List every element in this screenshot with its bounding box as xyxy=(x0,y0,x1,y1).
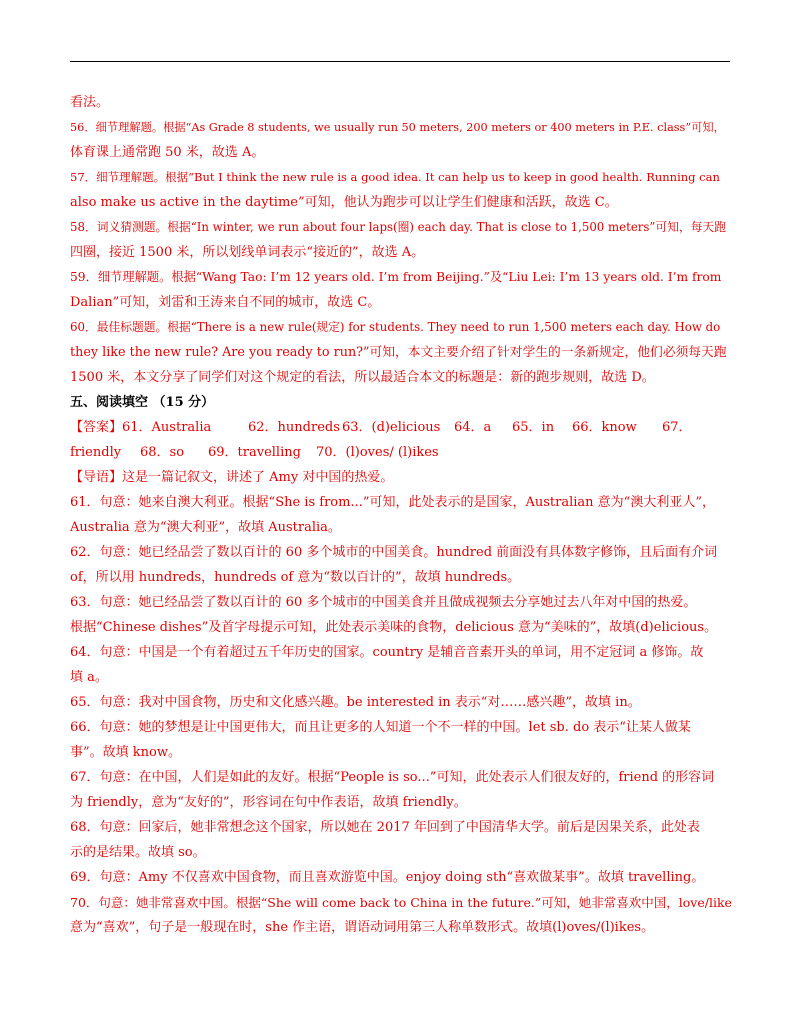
explanation-60: 60．最佳标题题。根据“There is a new rule(规定) for students. They need to run 1,500 meters each day. How do xyxy=(70,320,721,334)
text-line: 事”。故填 know。 xyxy=(70,745,181,760)
answer-68: 68．so xyxy=(140,445,185,460)
explanation-68: 68．句意：回家后，她非常想念这个国家，所以她在 2017 年回到了中国清华大学。前后是因果关系，此处表 xyxy=(70,820,700,835)
text-line: they like the new rule? Are you ready to run?”可知，本文主要介绍了针对学生的一条新规定，他们必须每天跑 xyxy=(70,345,727,360)
text-line: 根据“Chinese dishes”及首字母提示可知，此处表示美味的食物，delicious 意为“美味的”，故填(d)elicious。 xyxy=(70,620,718,635)
text-line: 意为“喜欢”，句子是一般现在时，she 作主语，谓语动词用第三人称单数形式。故填(l)oves/(l)ikes。 xyxy=(70,920,655,935)
answer-66: 66．know xyxy=(572,420,637,435)
text-line: 填 a。 xyxy=(70,670,108,685)
explanation-67: 67．句意：在中国，人们是如此的友好。根据“People is so...”可知，此处表示人们很友好的，friend 的形容词 xyxy=(70,770,715,785)
explanation-59: 59．细节理解题。根据“Wang Tao: I’m 12 years old. I’m from Beijing.”及“Liu Lei: I’m 13 years old. I’m from xyxy=(70,270,722,284)
text-line: Australia 意为“澳大利亚”，故填 Australia。 xyxy=(70,520,341,535)
text-line: 看法。 xyxy=(70,95,110,110)
answer-key-line xyxy=(70,415,732,440)
answer-67: 67． xyxy=(662,420,692,435)
header-rule xyxy=(70,61,730,62)
text-line: 为 friendly，意为“友好的”，形容词在句中作表语，故填 friendly。 xyxy=(70,795,467,810)
explanation-56: 56．细节理解题。根据“As Grade 8 students, we usually run 50 meters, 200 meters or 400 meters in P.E. class”可知， xyxy=(70,121,725,134)
answer-explanations xyxy=(70,90,732,940)
answer-63: 63．(d)elicious xyxy=(342,420,441,435)
explanation-65: 65．句意：我对中国食物，历史和文化感兴趣。be interested in 表示“对……感兴趣”，故填 in。 xyxy=(70,695,641,710)
explanation-61: 61．句意：她来自澳大利亚。根据“She is from...”可知，此处表示的是国家，Australian 意为“澳大利亚人”， xyxy=(70,495,715,510)
answer-61: 【答案】61．Australia xyxy=(70,420,212,435)
answer-67-value: friendly xyxy=(70,445,122,460)
explanation-62: 62．句意：她已经品尝了数以百计的 60 多个城市的中国美食。hundred 前面没有具体数字修饰，且后面有介词 xyxy=(70,545,718,560)
text-line: 四圈，接近 1500 米，所以划线单词表示“接近的”，故选 A。 xyxy=(70,245,425,260)
answer-key-line xyxy=(70,440,732,465)
section-heading: 五、阅读填空 （15 分） xyxy=(70,395,215,410)
explanation-58: 58．词义猜测题。根据“In winter, we run about four laps(圈) each day. That is close to 1,500 meters”可知，每天跑 xyxy=(70,220,726,234)
text-line: 示的是结果。故填 so。 xyxy=(70,845,206,860)
explanation-57: 57．细节理解题。根据“But I think the new rule is a good idea. It can help us to keep in good health. Running can xyxy=(70,170,720,184)
text-line: of，所以用 hundreds，hundreds of 意为“数以百计的”，故填 hundreds。 xyxy=(70,570,521,585)
explanation-63: 63．句意：她已经品尝了数以百计的 60 多个城市的中国美食并且做成视频去分享她过去八年对中国的热爱。 xyxy=(70,595,697,610)
text-line: 体育课上通常跑 50 米，故选 A。 xyxy=(70,145,265,160)
answer-65: 65．in xyxy=(512,420,555,435)
text-line: 1500 米，本文分享了同学们对这个规定的看法，所以最适合本文的标题是：新的跑步规则，故选 D。 xyxy=(70,370,655,385)
explanation-66: 66．句意：她的梦想是让中国更伟大，而且让更多的人知道一个不一样的中国。let sb. do 表示“让某人做某 xyxy=(70,720,691,735)
explanation-64: 64．句意：中国是一个有着超过五千年历史的国家。country 是辅音音素开头的单词，用不定冠词 a 修饰。故 xyxy=(70,645,704,660)
guide-line: 【导语】这是一篇记叙文，讲述了 Amy 对中国的热爱。 xyxy=(70,470,394,485)
answer-62: 62．hundreds xyxy=(248,420,340,435)
answer-64: 64．a xyxy=(454,420,492,435)
answer-69: 69．travelling xyxy=(208,445,301,460)
text-line: also make us active in the daytime”可知，他认为跑步可以让学生们健康和活跃，故选 C。 xyxy=(70,195,618,210)
explanation-70: 70．句意：她非常喜欢中国。根据“She will come back to China in the future.”可知，她非常喜欢中国，love/like xyxy=(70,895,732,910)
answer-70: 70．(l)oves/ (l)ikes xyxy=(316,445,439,460)
explanation-69: 69．句意：Amy 不仅喜欢中国食物，而且喜欢游览中国。enjoy doing sth“喜欢做某事”。故填 travelling。 xyxy=(70,870,705,885)
text-line: Dalian”可知，刘雷和王涛来自不同的城市，故选 C。 xyxy=(70,295,381,310)
